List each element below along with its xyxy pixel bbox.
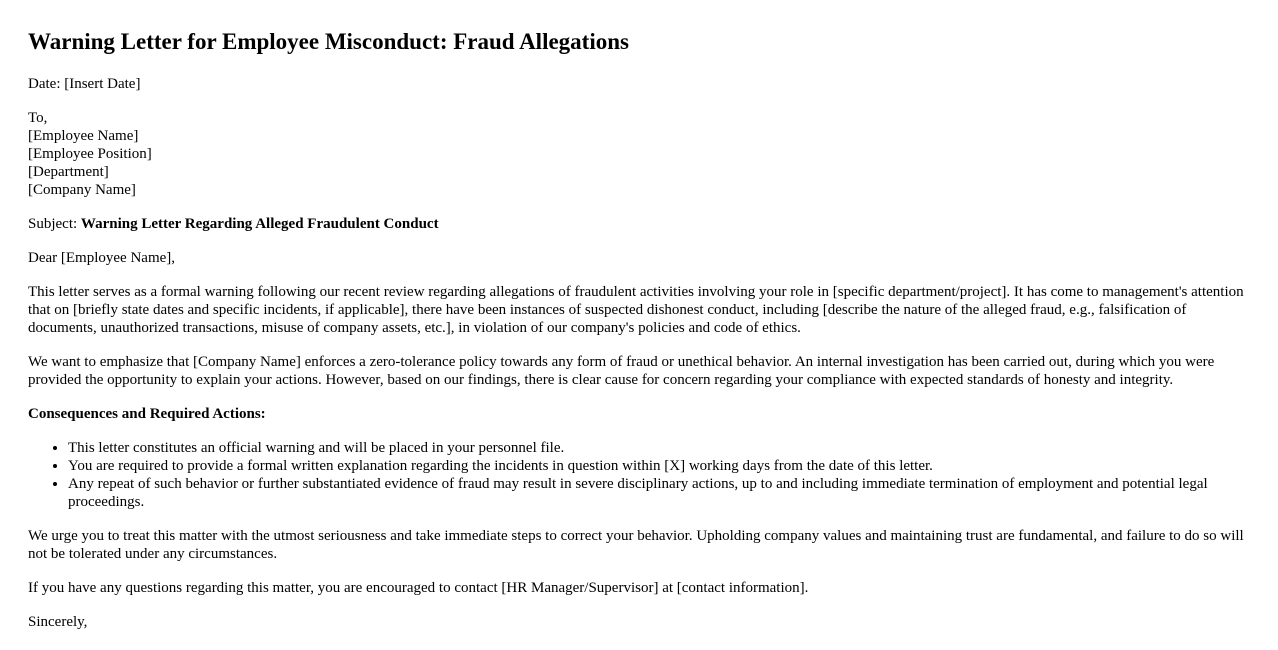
closing: Sincerely,	[28, 614, 88, 630]
consequence-item: • Any repeat of such behavior or further substantiated evidence of fraud may result in severe disciplinary actions, up to and including immediate termination of employment and potential legal proceedings.	[68, 475, 1250, 511]
address-employee-position: [Employee Position]	[28, 146, 152, 162]
recipient-address	[28, 109, 1250, 199]
salutation: Dear [Employee Name],	[28, 250, 176, 266]
consequences-list	[28, 439, 1250, 511]
subject-line	[28, 215, 1250, 233]
paragraph-intro: This letter serves as a formal warning following our recent review regarding allegations of fraudulent activities involving your role in [specific department/project]. It has come to management's attention that on [briefly state dates and specific incidents, if applicable], there have been instances of suspected dishonest conduct, including [describe the nature of the alleged fraud, e.g., falsification of documents, unauthorized transactions, misuse of company assets, etc.], in violation of our company's policies and code of ethics.	[28, 284, 1244, 336]
consequence-item: • This letter constitutes an official warning and will be placed in your personnel file.	[68, 439, 1250, 457]
address-company-name: [Company Name]	[28, 182, 136, 198]
address-to: To,	[28, 110, 48, 126]
letter-title: Warning Letter for Employee Misconduct: Fraud Allegations	[28, 29, 629, 54]
paragraph-urge: We urge you to treat this matter with the utmost seriousness and take immediate steps to correct your behavior. Upholding company values and maintaining trust are fundamental, and failure to do so will not be tolerated under any circumstances.	[28, 528, 1244, 562]
subject-label: Subject:	[28, 216, 81, 232]
address-employee-name: [Employee Name]	[28, 128, 139, 144]
paragraph-policy: We want to emphasize that [Company Name] enforces a zero-tolerance policy towards any form of fraud or unethical behavior. An internal investigation has been carried out, during which you were provided the opportunity to explain your actions. However, based on our findings, there is clear cause for concern regarding your compliance with expected standards of honesty and integrity.	[28, 354, 1215, 388]
consequences-heading: Consequences and Required Actions:	[28, 406, 266, 422]
consequence-item: • You are required to provide a formal written explanation regarding the incidents in question within [X] working days from the date of this letter.	[68, 457, 1250, 475]
date-line: Date: [Insert Date]	[28, 76, 141, 92]
subject-text: Warning Letter Regarding Alleged Fraudulent Conduct	[80, 216, 439, 232]
address-department: [Department]	[28, 164, 109, 180]
paragraph-contact: If you have any questions regarding this matter, you are encouraged to contact [HR Manager/Supervisor] at [contact information].	[28, 580, 809, 596]
